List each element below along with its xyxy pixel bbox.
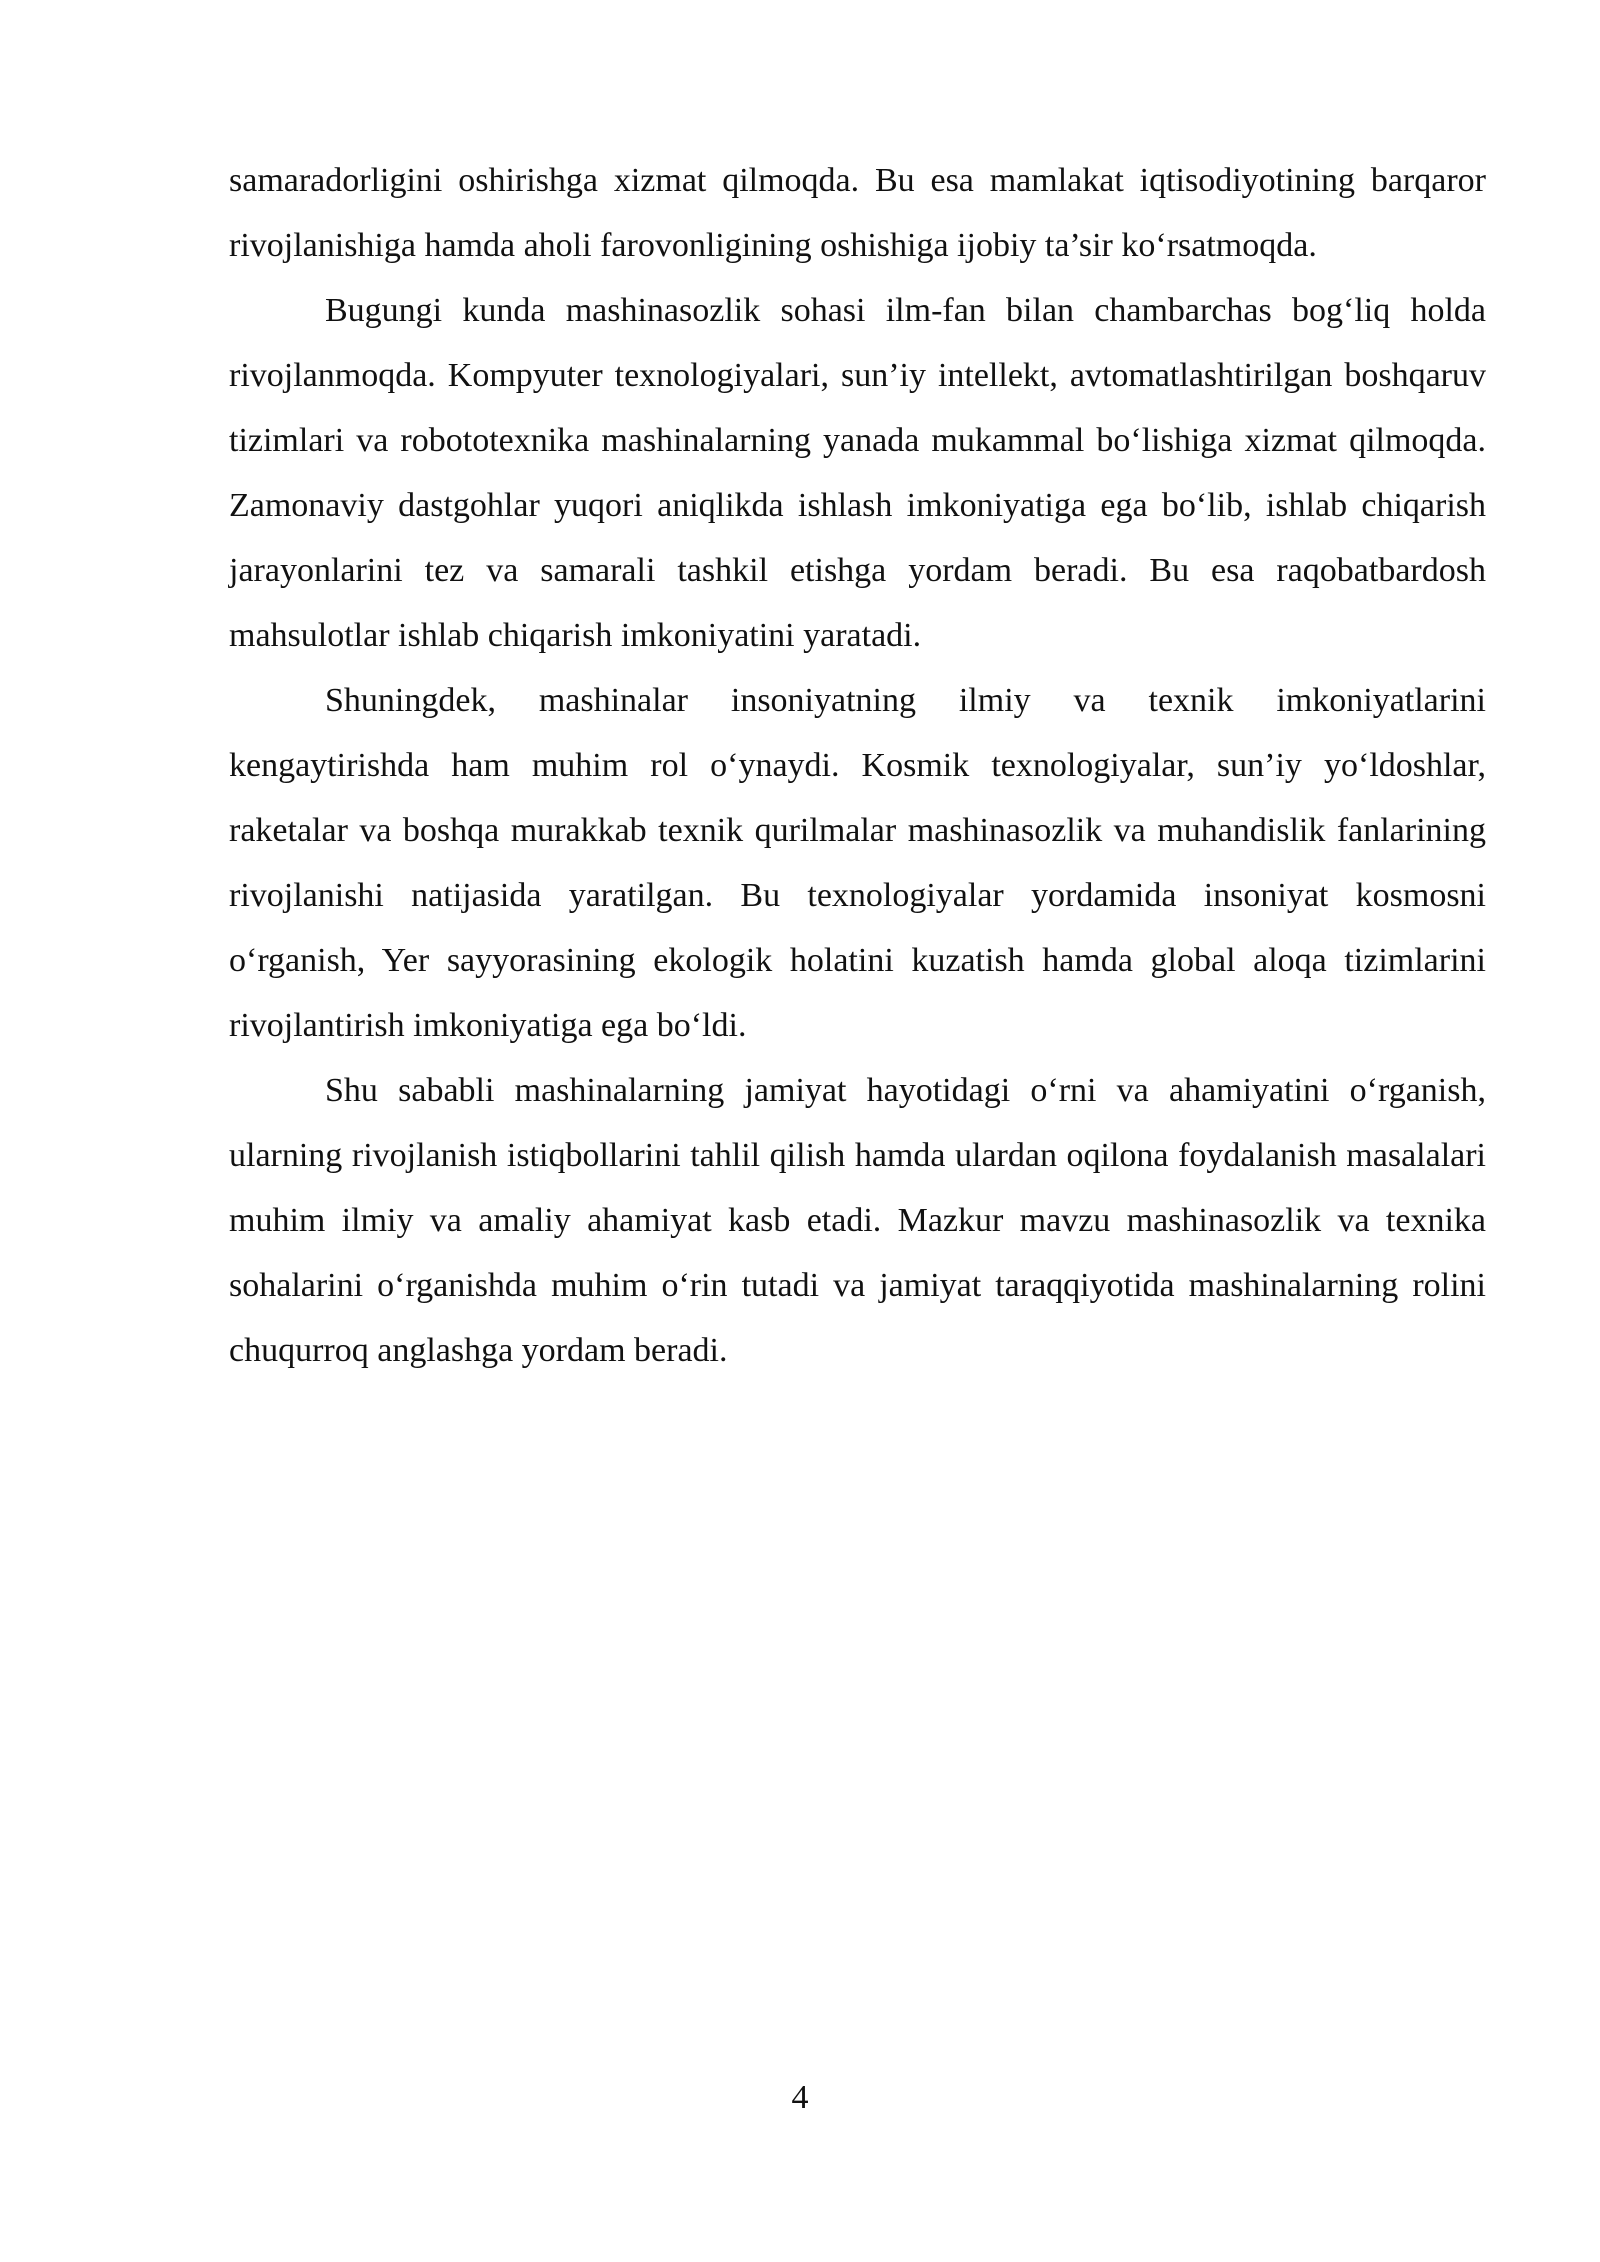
- paragraph: Bugungi kunda mashinasozlik sohasi ilm-fan bilan chambarchas bog‘liq holda rivojlanmoqda. Kompyuter texnologiyalari, sun’iy intellekt, avtomatlashtirilgan boshqaruv tizimlari va robototexnika mashinalarning yanada mukammal bo‘lishiga xizmat qilmoqda. Zamonaviy dastgohlar yuqori aniqlikda ishlash imkoniyatiga ega bo‘lib, ishlab chiqarish jarayonlarini tez va samarali tashkil etishga yordam beradi. Bu esa raqobatbardosh mahsulotlar ishlab chiqarish imkoniyatini yaratadi.: [229, 292, 1486, 654]
- paragraph: Shuningdek, mashinalar insoniyatning ilmiy va texnik imkoniyatlarini kengaytirishda ham muhim rol o‘ynaydi. Kosmik texnologiyalar, sun’iy yo‘ldoshlar, raketalar va boshqa murakkab texnik qurilmalar mashinasozlik va muhandislik fanlarining rivojlanishi natijasida yaratilgan. Bu texnologiyalar yordamida insoniyat kosmosni o‘rganish, Yer sayyorasining ekologik holatini kuzatish hamda global aloqa tizimlarini rivojlantirish imkoniyatiga ega bo‘ldi.: [229, 682, 1486, 1044]
- page-number: 4: [791, 2079, 809, 2116]
- paragraph: Shu sababli mashinalarning jamiyat hayotidagi o‘rni va ahamiyatini o‘rganish, ularning rivojlanish istiqbollarini tahlil qilish hamda ulardan oqilona foydalanish masalalari muhim ilmiy va amaliy ahamiyat kasb etadi. Mazkur mavzu mashinasozlik va texnika sohalarini o‘rganishda muhim o‘rin tutadi va jamiyat taraqqiyotida mashinalarning rolini chuqurroq anglashga yordam beradi.: [229, 1072, 1486, 1369]
- body-text: [229, 148, 1486, 1383]
- paragraph-continued: samaradorligini oshirishga xizmat qilmoqda. Bu esa mamlakat iqtisodiyotining barqaror rivojlanishiga hamda aholi farovonligining oshishiga ijobiy ta’sir ko‘rsatmoqda.: [229, 162, 1486, 264]
